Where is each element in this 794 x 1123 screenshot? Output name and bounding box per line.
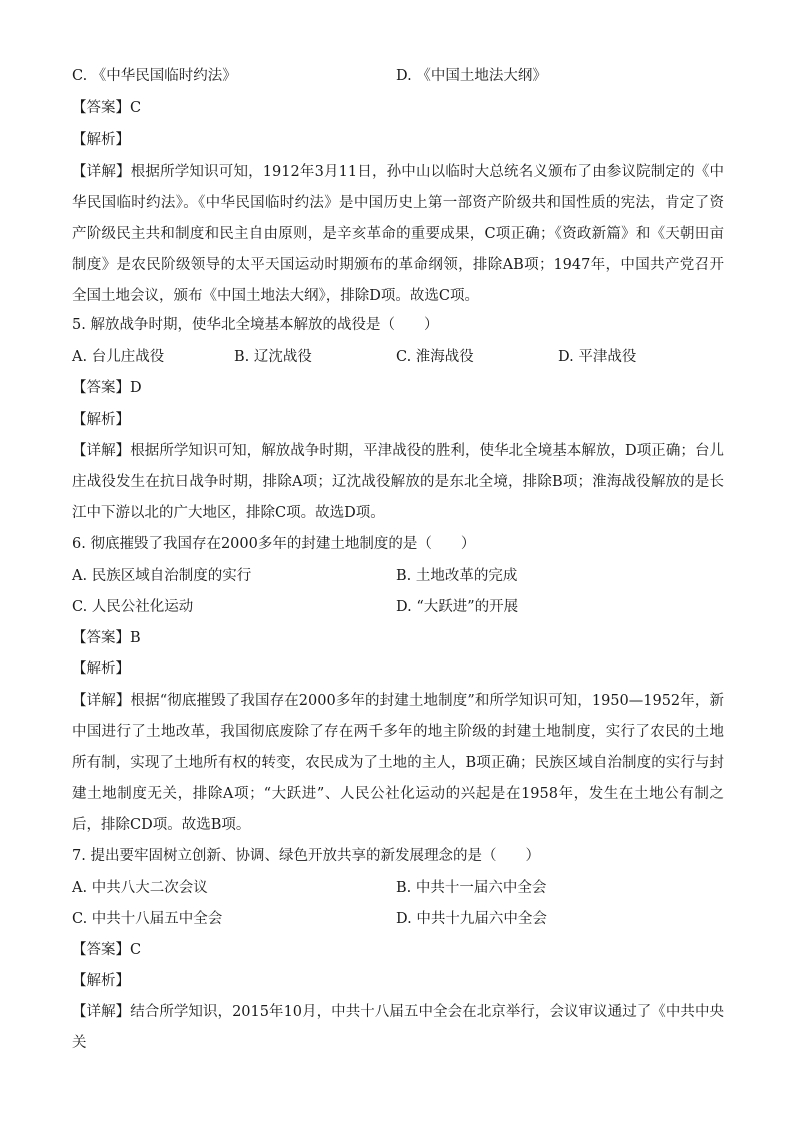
answer-value: D: [130, 380, 142, 396]
answer-label: 【答案】: [72, 630, 130, 646]
q7-question: 7. 提出要牢固树立创新、协调、绿色开放共享的新发展理念的是（ ）: [72, 848, 540, 864]
q6-option-b: B. 土地改革的完成: [396, 568, 518, 584]
q5-option-b: B. 辽沈战役: [234, 349, 312, 365]
q4-answer: [72, 98, 141, 118]
q4-option-c: C. 《中华民国临时约法》: [72, 68, 237, 84]
detail-text: 根据所学知识可知，解放战争时期，平津战役的胜利，使华北全境基本解放，D项正确；台儿庄战役发生在抗日战争时期，排除A项；辽沈战役解放的是东北全境，排除B项；淮海战役解放的是长江中下游以北的广大地区，排除C项。故选D项。: [72, 443, 724, 521]
answer-value: C: [130, 942, 142, 958]
answer-label: 【答案】: [72, 100, 130, 116]
q4-option-d: D. 《中国土地法大纲》: [396, 68, 547, 84]
q4-detail: [72, 157, 724, 312]
q6-question: 6. 彻底摧毁了我国存在2000多年的封建土地制度的是（ ）: [72, 536, 476, 552]
q7-analysis-label: 【解析】: [72, 973, 130, 989]
detail-label: 【详解】: [72, 1004, 131, 1020]
q6-option-a: A. 民族区域自治制度的实行: [72, 568, 252, 584]
detail-text: 根据所学知识可知，1912年3月11日，孙中山以临时大总统名义颁布了由参议院制定的《中华民国临时约法》。《中华民国临时约法》是中国历史上第一部资产阶级共和国性质的宪法，肯定了资产阶级民主共和制度和民主自由原则，是辛亥革命的重要成果，C项正确；《资政新篇》和《天朝田亩制度》是农民阶级领导的太平天国运动时期颁布的革命纲领，排除AB项；1947年，中国共产党召开全国土地会议，颁布《中国土地法大纲》，排除D项。故选C项。: [72, 164, 725, 304]
q5-analysis-label: 【解析】: [72, 412, 130, 428]
detail-label: 【详解】: [72, 164, 131, 180]
q6-detail: [72, 686, 724, 841]
q4-analysis-label: 【解析】: [72, 132, 130, 148]
q7-option-b: B. 中共十一届六中全会: [396, 880, 547, 896]
answer-label: 【答案】: [72, 380, 130, 396]
detail-label: 【详解】: [72, 693, 131, 709]
q7-answer: [72, 940, 141, 960]
detail-label: 【详解】: [72, 443, 131, 459]
q6-analysis-label: 【解析】: [72, 661, 130, 677]
answer-value: C: [130, 100, 142, 116]
q5-answer: [72, 378, 142, 398]
q7-detail: [72, 997, 725, 1051]
detail-text: 结合所学知识，2015年10月，中共十八届五中全会在北京举行，会议审议通过了《中共中央关: [72, 1004, 725, 1051]
detail-text: 根据“彻底摧毁了我国存在2000多年的封建土地制度”和所学知识可知，1950—1952年，新中国进行了土地改革，我国彻底废除了存在两千多年的地主阶级的封建土地制度，实行了农民的土地所有制，实现了土地所有权的转变，农民成为了土地的主人，B项正确；民族区域自治制度的实行与封建土地制度无关，排除A项；“大跃进”、人民公社化运动的兴起是在1958年，发生在土地公有制之后，排除CD项。故选B项。: [72, 693, 725, 833]
q5-detail: [72, 436, 724, 529]
q5-option-d: D. 平津战役: [558, 349, 637, 365]
q6-option-d: D. “大跃进”的开展: [396, 599, 519, 615]
q7-option-a: A. 中共八大二次会议: [72, 880, 208, 896]
answer-value: B: [130, 630, 141, 646]
q6-answer: [72, 628, 141, 648]
q5-question: 5. 解放战争时期，使华北全境基本解放的战役是（ ）: [72, 317, 439, 333]
q7-option-d: D. 中共十九届六中全会: [396, 911, 547, 927]
q7-option-c: C. 中共十八届五中全会: [72, 911, 223, 927]
q6-option-c: C. 人民公社化运动: [72, 599, 194, 615]
q5-option-a: A. 台儿庄战役: [72, 349, 165, 365]
answer-label: 【答案】: [72, 942, 130, 958]
q5-option-c: C. 淮海战役: [396, 349, 474, 365]
